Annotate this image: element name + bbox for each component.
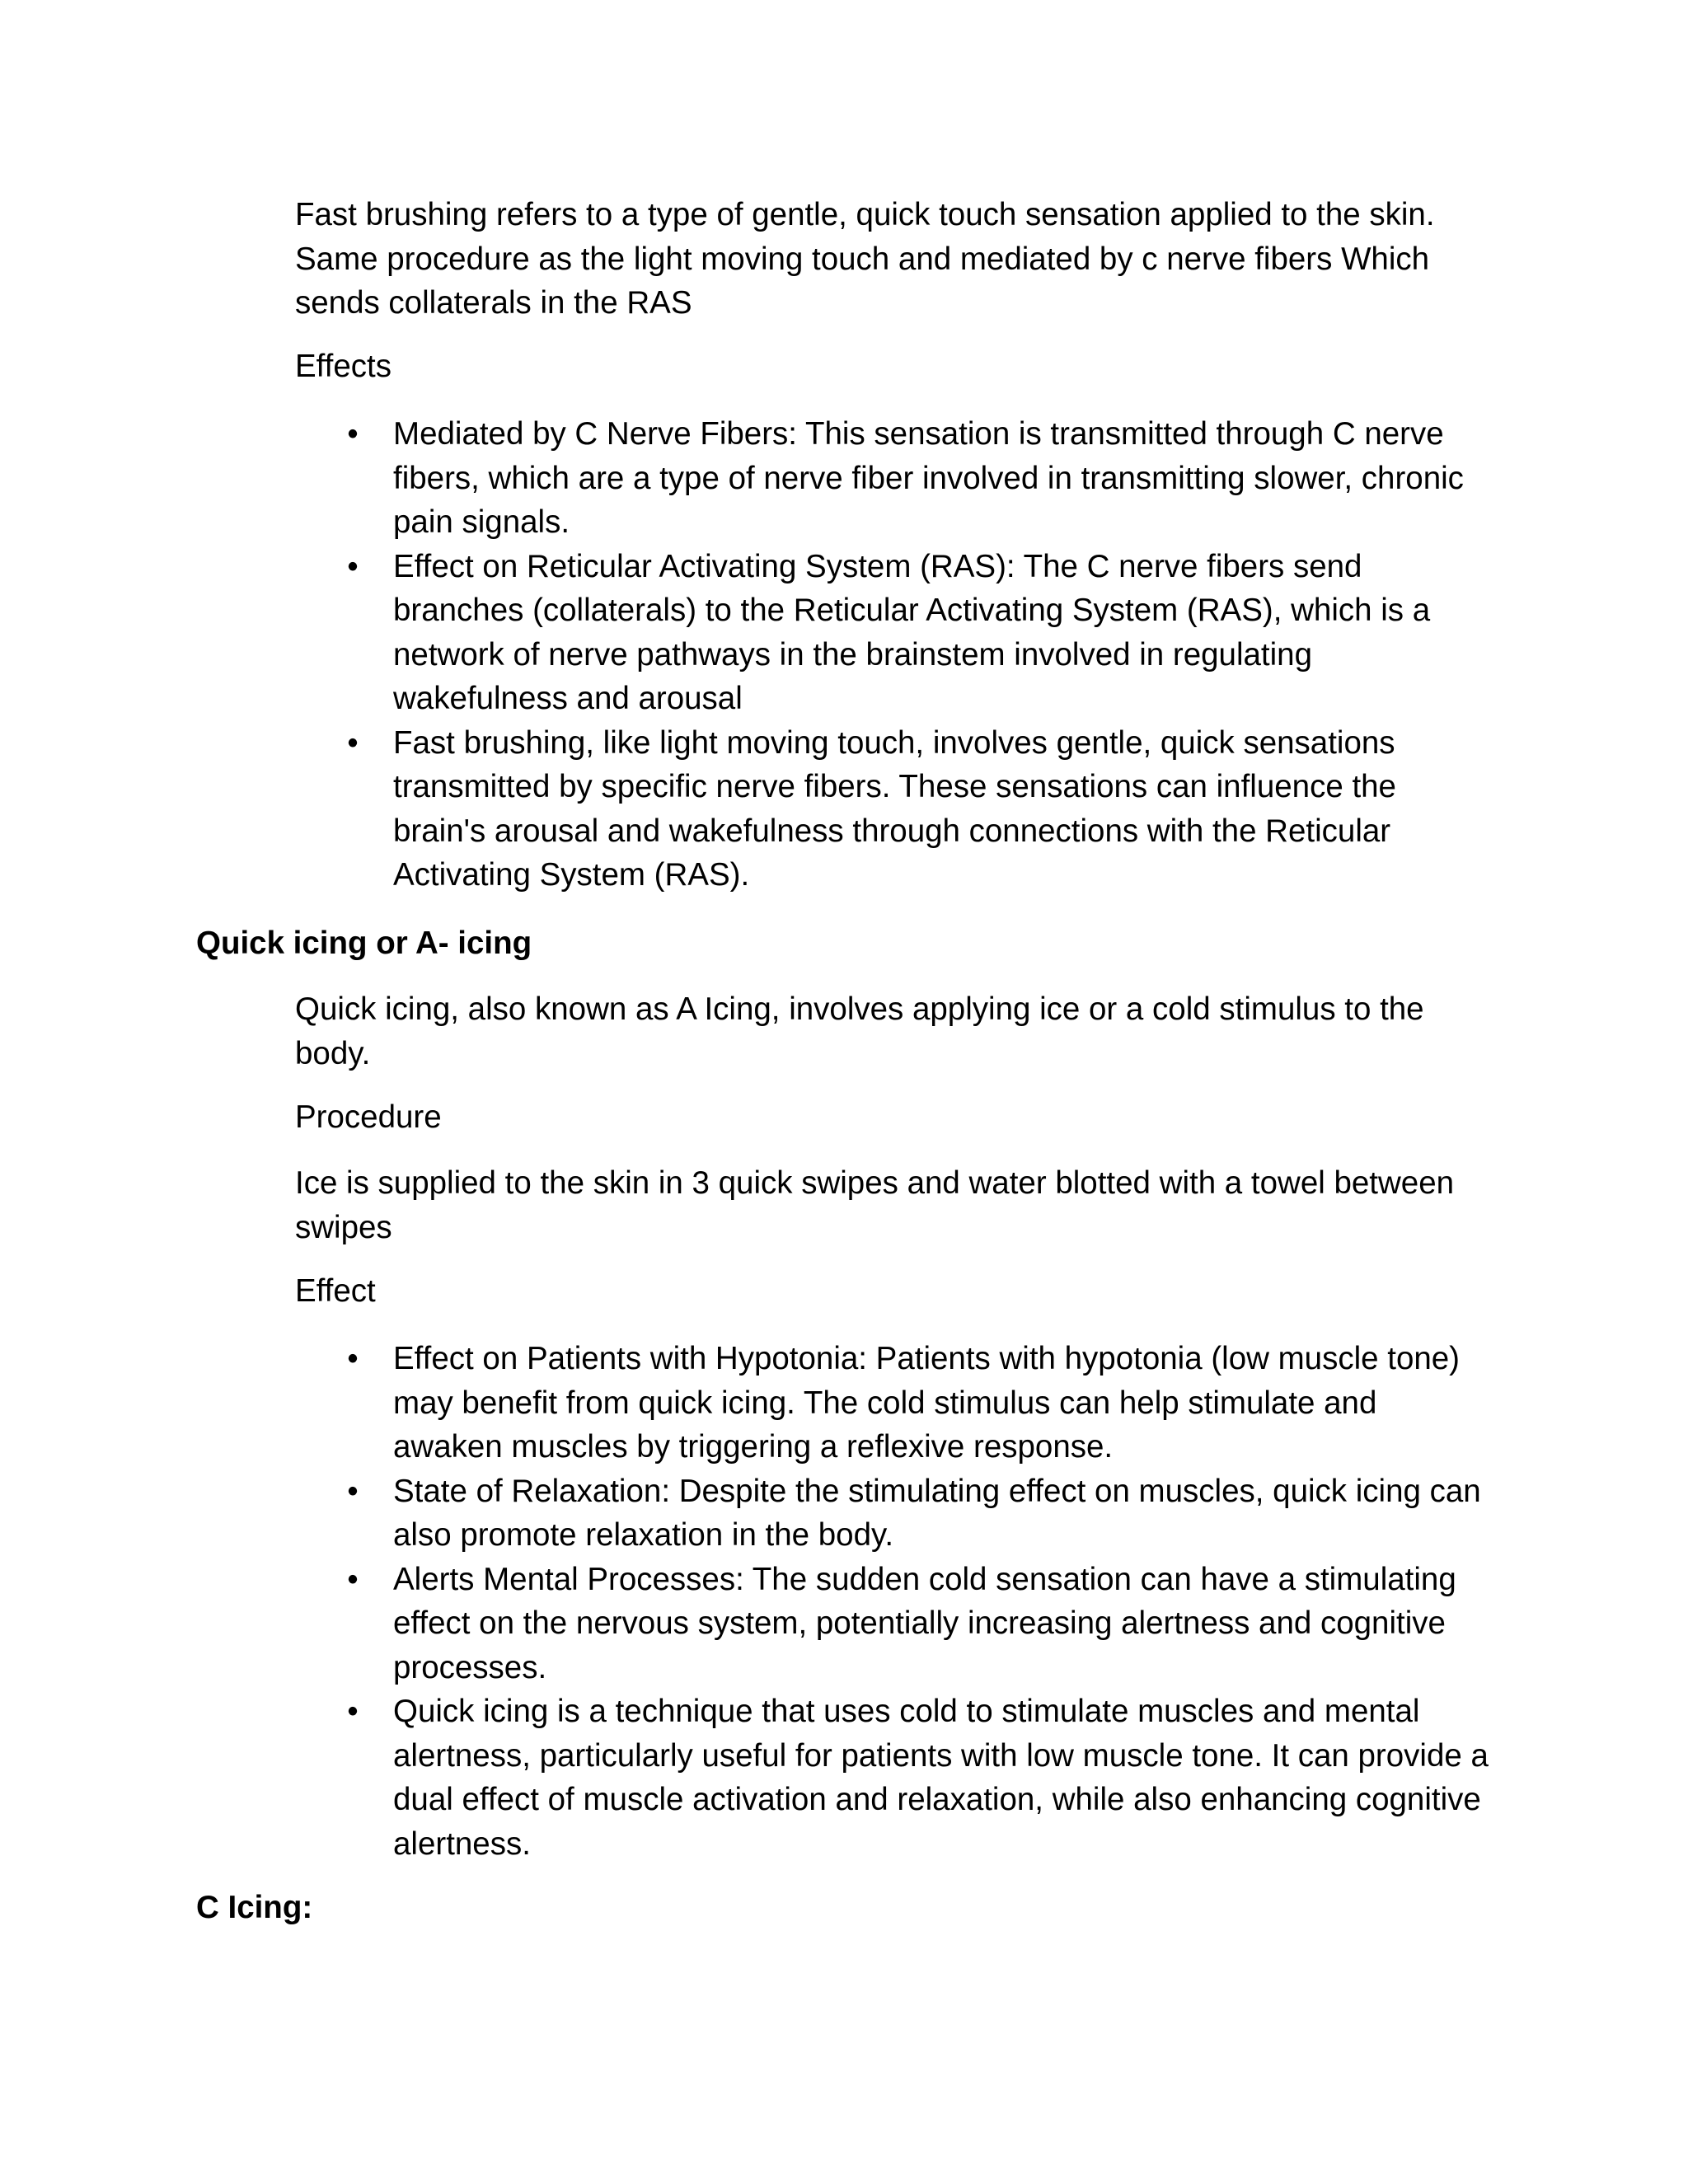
list-item	[295, 412, 1490, 545]
fast-brushing-effects-list	[295, 412, 1490, 898]
procedure-label: Procedure	[295, 1099, 442, 1135]
bullet-icon: •	[347, 548, 359, 584]
procedure-text: Ice is supplied to the skin in 3 quick swipes and water blotted with a towel between swipes	[295, 1165, 1455, 1245]
bullet-icon: •	[347, 724, 359, 761]
quick-icing-heading: Quick icing or A- icing	[196, 926, 532, 961]
fast-brushing-intro: Fast brushing refers to a type of gentle, quick touch sensation applied to the skin. Same procedure as the light moving touch and mediated by c nerve fibers Which sends collaterals in the RAS	[295, 197, 1435, 321]
quick-icing-effects-list	[295, 1337, 1490, 1866]
list-item-text: Quick icing is a technique that uses cold to stimulate muscles and mental alertness, particularly useful for patients with low muscle tone. It can provide a dual effect of muscle activation and relaxation, while also enhancing cognitive alertness.	[393, 1694, 1489, 1862]
list-item	[295, 721, 1490, 898]
bullet-icon: •	[347, 1341, 359, 1376]
list-item-text: Mediated by C Nerve Fibers: This sensation is transmitted through C nerve fibers, which are a type of nerve fiber involved in transmitting slower, chronic pain signals.	[393, 416, 1464, 540]
bullet-icon: •	[347, 1561, 359, 1597]
bullet-icon: •	[347, 1694, 359, 1729]
list-item-text: Effect on Patients with Hypotonia: Patients with hypotonia (low muscle tone) may benefit from quick icing. The cold stimulus can help stimulate and awaken muscles by triggering a reflexive response.	[393, 1341, 1460, 1465]
list-item	[295, 1690, 1490, 1866]
effect-label: Effect	[295, 1273, 376, 1309]
list-item	[295, 1469, 1490, 1558]
list-item	[295, 545, 1490, 721]
c-icing-heading: C Icing:	[196, 1890, 313, 1925]
list-item-text: Effect on Reticular Activating System (RAS): The C nerve fibers send branches (collaterals) to the Reticular Activating System (RAS), which is a network of nerve pathways in the brainstem involved in regulating wakefulness and arousal	[393, 548, 1431, 716]
list-item-text: Alerts Mental Processes: The sudden cold sensation can have a stimulating effect on the nervous system, potentially increasing alertness and cognitive processes.	[393, 1561, 1456, 1685]
list-item	[295, 1337, 1490, 1469]
bullet-icon: •	[347, 1473, 359, 1509]
quick-icing-intro: Quick icing, also known as A Icing, involves applying ice or a cold stimulus to the body.	[295, 991, 1424, 1071]
list-item-text: Fast brushing, like light moving touch, involves gentle, quick sensations transmitted by specific nerve fibers. These sensations can influence the brain's arousal and wakefulness through connections with the Reticular Activating System (RAS).	[393, 724, 1396, 893]
effects-label: Effects	[295, 349, 392, 384]
bullet-icon: •	[347, 416, 359, 452]
list-item	[295, 1558, 1490, 1690]
list-item-text: State of Relaxation: Despite the stimulating effect on muscles, quick icing can also promote relaxation in the body.	[393, 1473, 1481, 1553]
